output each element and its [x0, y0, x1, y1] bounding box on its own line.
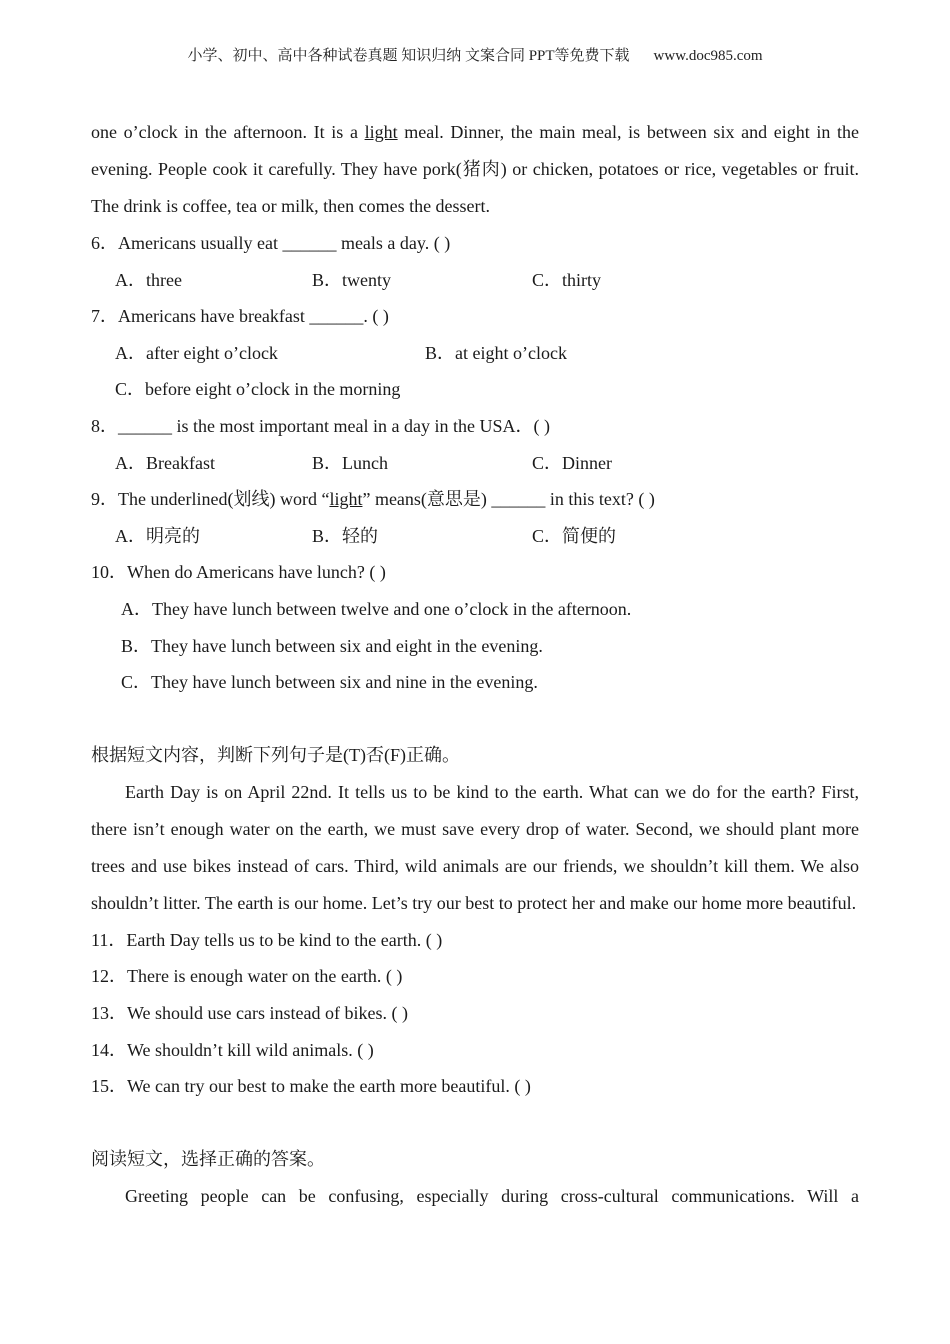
- q10-option-c: C．They have lunch between six and nine in the evening.: [121, 672, 538, 693]
- question-11: 11．Earth Day tells us to be kind to the earth. ( ): [91, 929, 443, 950]
- question-7-options: [91, 335, 859, 372]
- q8-option-b: B．Lunch: [312, 452, 388, 473]
- q6-option-a: A．three: [115, 269, 182, 290]
- q9-post: ” means(意思是) ______ in this text? ( ): [362, 489, 655, 510]
- question-8: 8．______ is the most important meal in a day in the USA．( ): [91, 415, 550, 436]
- question-13: 13．We should use cars instead of bikes. ( ): [91, 1002, 408, 1023]
- q8-option-a: A．Breakfast: [115, 452, 215, 473]
- passage1-text: [91, 114, 859, 225]
- q9-option-c: C．简便的: [532, 525, 617, 546]
- question-14: 14．We shouldn’t kill wild animals. ( ): [91, 1039, 374, 1060]
- page-header: [0, 44, 950, 65]
- passage1-pre: one o’clock in the afternoon. It is a: [91, 122, 365, 142]
- passage1-post: meal. Dinner, the main meal, is between six and eight in the evening. People cook it carefully. They have pork(猪肉) or chicken, potatoes or rice, vegetables or fruit. The drink is coffee, tea or milk, then comes the dessert.: [91, 122, 859, 216]
- q6-option-b: B．twenty: [312, 269, 391, 290]
- q7-option-c: C．before eight o’clock in the morning: [115, 379, 401, 400]
- question-6-options: [91, 262, 859, 299]
- section3-title: 阅读短文，选择正确的答案。: [91, 1148, 325, 1169]
- section2-passage: Earth Day is on April 22nd. It tells us to be kind to the earth. What can we do for the earth? First, there isn’t enough water on the earth, we must save every drop of water. Second, we should plant more trees and use bikes instead of cars. Third, wild animals are our friends, we shouldn’t kill them. We also shouldn’t litter. The earth is our home. Let’s try our best to protect her and make our home more beautiful.: [91, 781, 859, 913]
- q7-option-a: A．after eight o’clock: [115, 342, 278, 363]
- header-site: www.doc985.com: [653, 48, 763, 64]
- header-text: 小学、初中、高中各种试卷真题 知识归纳 文案合同 PPT等免费下载: [187, 48, 630, 64]
- question-10: 10．When do Americans have lunch? ( ): [91, 562, 386, 583]
- q10-option-b: B．They have lunch between six and eight in the evening.: [121, 635, 543, 656]
- question-9: [91, 481, 859, 518]
- question-8-options: [91, 445, 859, 482]
- q9-option-a: A．明亮的: [115, 525, 200, 546]
- q9-option-b: B．轻的: [312, 525, 379, 546]
- question-15: 15．We can try our best to make the earth more beautiful. ( ): [91, 1076, 531, 1097]
- q6-option-c: C．thirty: [532, 269, 602, 290]
- question-9-options: [91, 518, 859, 555]
- passage1-underlined-word: light: [364, 122, 398, 142]
- spacer: [91, 701, 859, 737]
- q9-pre: 9．The underlined(划线) word “: [91, 489, 330, 510]
- document-body: [91, 114, 859, 1215]
- section2-title: 根据短文内容，判断下列句子是(T)否(F)正确。: [91, 744, 460, 765]
- spacer: [91, 1105, 859, 1141]
- q9-underlined-word: light: [329, 489, 363, 510]
- section3-passage: Greeting people can be confusing, especially during cross-cultural communications. Will a: [125, 1185, 859, 1206]
- q7-option-b: B．at eight o’clock: [425, 342, 567, 363]
- question-7: 7．Americans have breakfast ______. ( ): [91, 306, 389, 327]
- q8-option-c: C．Dinner: [532, 452, 612, 473]
- q10-option-a: A．They have lunch between twelve and one o’clock in the afternoon.: [121, 598, 632, 619]
- question-6: 6．Americans usually eat ______ meals a day. ( ): [91, 233, 451, 253]
- question-12: 12．There is enough water on the earth. ( ): [91, 966, 403, 987]
